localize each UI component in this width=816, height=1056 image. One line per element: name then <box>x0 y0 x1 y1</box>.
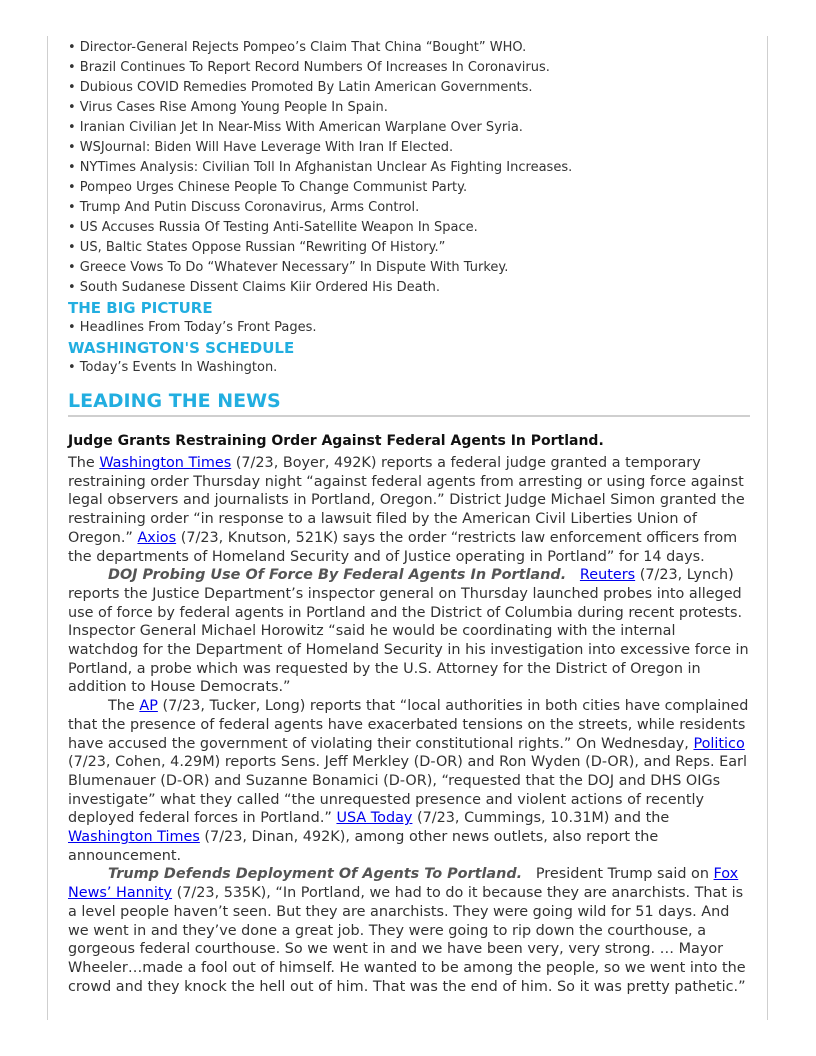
big-picture-heading: THE BIG PICTURE <box>68 299 213 317</box>
axios-link[interactable]: Axios <box>137 529 177 546</box>
text: (7/23, Knutson, 521K) says the order “restricts law enforcement officers from the departments of Homeland Security and of Justice operating in Portland” for 14 days. <box>68 529 738 565</box>
headline-list <box>68 38 750 298</box>
headline-item[interactable]: • Greece Vows To Do “Whatever Necessary” In Dispute With Turkey. <box>68 260 509 275</box>
politico-link[interactable]: Politico <box>693 735 745 752</box>
schedule-item[interactable]: • Today’s Events In Washington. <box>68 360 278 375</box>
headline-item[interactable]: • Trump And Putin Discuss Coronavirus, Arms Control. <box>68 200 420 215</box>
story-paragraph <box>68 865 750 996</box>
text: (7/23, Lynch) reports the Justice Department’s inspector general on Thursday launched probes into alleged use of force by federal agents in Portland and the District of Columbia during recent protests. Inspector General Michael Horowitz “said he would be coordinating with the internal watchdog for the Department of Homeland Security in his investigation into excessive force in Portland, a probe which was requested by the U.S. Attorney for the District of Oregon in addition to House Democrats.” <box>68 567 749 696</box>
headline-item[interactable]: • Virus Cases Rise Among Young People In Spain. <box>68 100 388 115</box>
text: (7/23, Dinan, 492K), among other news outlets, also report the announcement. <box>68 829 659 864</box>
headline-item[interactable]: • WSJournal: Biden Will Have Leverage With Iran If Elected. <box>68 140 454 155</box>
headline-item[interactable]: • US Accuses Russia Of Testing Anti-Satellite Weapon In Space. <box>68 220 478 235</box>
headline-item[interactable]: • NYTimes Analysis: Civilian Toll In Afghanistan Unclear As Fighting Increases. <box>68 160 573 175</box>
subheadline: Trump Defends Deployment Of Agents To Portland. <box>108 866 523 883</box>
story-paragraph <box>68 697 750 865</box>
story-body <box>68 454 750 996</box>
headline-item[interactable]: • South Sudanese Dissent Claims Kiir Ordered His Death. <box>68 280 441 295</box>
headline-item[interactable]: • Pompeo Urges Chinese People To Change Communist Party. <box>68 180 468 195</box>
headline-item[interactable]: • Iranian Civilian Jet In Near-Miss With American Warplane Over Syria. <box>68 120 523 135</box>
text: The <box>108 698 140 715</box>
text: President Trump said on <box>522 866 714 883</box>
text: The <box>68 455 100 471</box>
story-paragraph <box>68 454 750 566</box>
story-title: Judge Grants Restraining Order Against Federal Agents In Portland. <box>68 433 604 449</box>
big-picture-item[interactable]: • Headlines From Today’s Front Pages. <box>68 320 317 335</box>
usa-today-link[interactable]: USA Today <box>336 810 413 827</box>
page-border-right <box>767 36 768 1020</box>
text: (7/23, Cohen, 4.29M) reports Sens. Jeff Merkley (D-OR) and Ron Wyden (D-OR), and Reps. Earl Blumenauer (D-OR) and Suzanne Bonamici (D-OR), “requested that the DOJ and DHS OIGs investigate” what they called “the unrequested presence and violent actions of recently deployed federal forces in Portland.” <box>68 754 747 827</box>
text: (7/23, 535K), “In Portland, we had to do it because they are anarchists. That is a level people haven’t seen. But they are anarchists. They were going wild for 51 days. And we went in and they’ve done a great job. They were going to rip down the courthouse, a gorgeous federal courthouse. So we went in and we have been very, very strong. … Mayor Wheeler…made a fool out of himself. He wanted to be among the people, so we went into the crowd and they knock the hell out of him. That was the end of him. So it was pretty pathetic.” <box>68 885 746 995</box>
ap-link[interactable]: AP <box>139 698 158 715</box>
text: (7/23, Boyer, 492K) reports a federal judge granted a temporary restraining order Thursday night “against federal agents from arresting or using force against legal observers and journalists in Portland, Oregon.” District Judge Michael Simon granted the restraining order “in response to a lawsuit filed by the American Civil Liberties Union of Oregon.” <box>68 455 745 546</box>
schedule-heading: WASHINGTON'S SCHEDULE <box>68 339 295 357</box>
leading-news-heading: LEADING THE NEWS <box>68 389 750 417</box>
text: (7/23, Tucker, Long) reports that “local authorities in both cities have complained that the presence of federal agents have exacerbated tensions on the streets, while residents have accused the government of violating their constitutional rights.” On Wednesday, <box>68 698 749 752</box>
washington-times-link[interactable]: Washington Times <box>68 829 200 846</box>
headline-item[interactable]: • US, Baltic States Oppose Russian “Rewriting Of History.” <box>68 240 446 255</box>
text: (7/23, Cummings, 10.31M) and the <box>412 810 670 827</box>
reuters-link[interactable]: Reuters <box>579 567 636 584</box>
fox-news-hannity-link[interactable]: Fox News’ Hannity <box>68 866 739 902</box>
text <box>566 567 580 583</box>
page-border-left <box>47 36 48 1020</box>
newsletter-content <box>68 38 750 996</box>
subheadline: DOJ Probing Use Of Force By Federal Agents In Portland. <box>108 567 567 584</box>
story-paragraph <box>68 566 750 697</box>
headline-item[interactable]: • Director-General Rejects Pompeo’s Claim That China “Bought” WHO. <box>68 40 527 55</box>
washington-times-link[interactable]: Washington Times <box>99 455 232 471</box>
headline-item[interactable]: • Dubious COVID Remedies Promoted By Latin American Governments. <box>68 80 533 95</box>
headline-item[interactable]: • Brazil Continues To Report Record Numbers Of Increases In Coronavirus. <box>68 60 550 75</box>
